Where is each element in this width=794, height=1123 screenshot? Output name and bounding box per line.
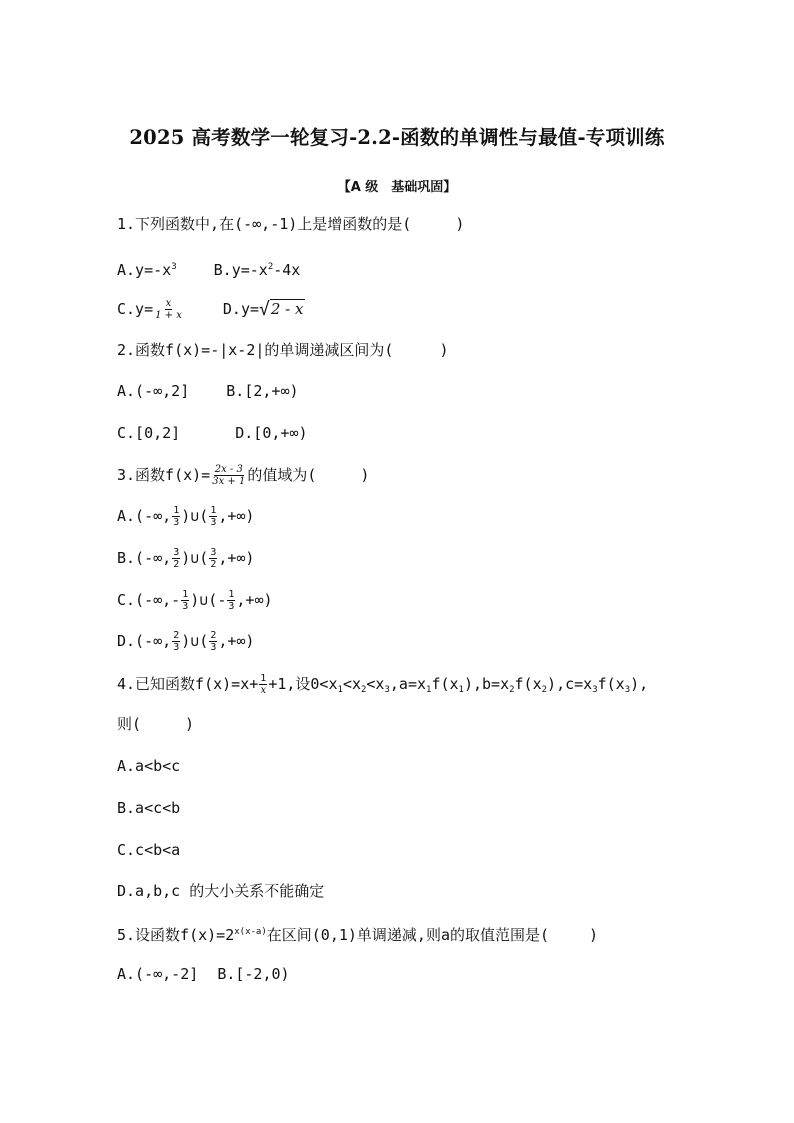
option-3b: B.(-∞, $\frac{3}{2}$ )∪( $\frac{3}{2}$ ,+∞) [117,547,255,570]
question-1-stem: 1.下列函数中,在(-∞,-1)上是增函数的是( ) [117,215,465,233]
option-2d: D.[0,+∞) [235,424,308,442]
option-3a: A.(-∞, $\frac{1}{3}$ )∪( $\frac{1}{3}$ ,+∞) [117,505,255,528]
question-5-options-ab [117,964,290,984]
option-1a: $A.y=-x^3$ [117,261,177,279]
option-4b: B.a<c<b [117,799,181,817]
question-4-stem-line2: 则( ) [117,715,195,733]
option-1c: C.y= $\frac{x}{1 + x}$ [117,298,182,321]
option-4a: A.a<b<c [117,757,181,775]
option-2c: C.[0,2] [117,424,181,442]
question-5-stem: 5.设函数$f(x)=2^{x(x-a)}$在区间(0,1)单调递减,则a的取值范围是( ) [117,926,599,944]
option-1b: $B.y=-x^2-4x$ [213,261,301,279]
option-3d: D.(-∞, $\frac{2}{3}$ )∪( $\frac{2}{3}$ ,+∞) [117,630,255,653]
option-4d: D.a,b,c 的大小关系不能确定 [117,882,325,900]
question-2-stem: 2.函数f(x)=-|x-2|的单调递减区间为( ) [117,341,449,359]
option-3c: C.(-∞,- $\frac{1}{3}$ )∪(- $\frac{1}{3}$ ,+∞) [117,589,273,612]
option-2b: B.[2,+∞) [226,382,299,400]
option-4c: C.c<b<a [117,841,181,859]
option-5a: A.(-∞,-2] [117,965,199,983]
question-3-stem: 3.函数f(x)= $\frac{2x - 3}{3x + 1}$ 的值域为( ) [117,464,370,487]
section-heading: 【A 级 基础巩固】 [337,180,457,195]
question-4-stem: 4.已知函数f(x)=x+ $\frac{1}{x}$ +1,设$0<x_1<x_2<x_3,a=x_1f(x_1),b=x_2f(x_2),c=x_3f(x_3)$, [117,673,649,696]
question-2-options-ab [117,381,299,401]
question-1-options-cd [117,298,305,321]
option-1d: D.y=√2 - x [222,299,304,320]
option-2a: A.(-∞,2] [117,382,190,400]
question-1-options-ab [117,257,300,280]
question-2-options-cd [117,423,308,443]
option-5b: B.[-2,0) [217,965,290,983]
page-title: 2025 高考数学一轮复习-2.2-函数的单调性与最值-专项训练 [129,126,665,149]
